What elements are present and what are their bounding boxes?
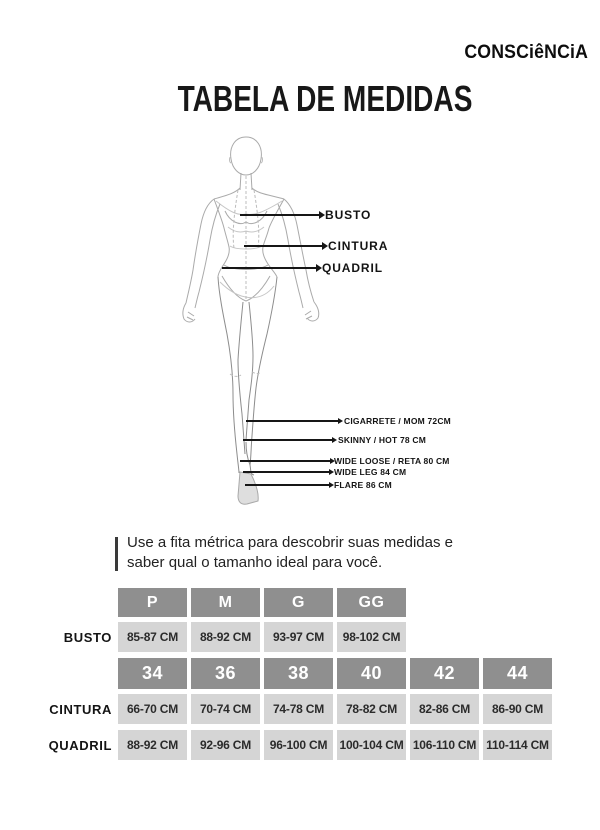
- wide-loose-label: WIDE LOOSE / RETA 80 CM: [334, 456, 450, 466]
- wide-loose-arrow-line: [240, 460, 330, 462]
- measure-cell: 74-78 CM: [264, 694, 333, 724]
- flare-arrow-line: [245, 484, 329, 486]
- quadril-values-row: [118, 730, 552, 760]
- size-header-cell: 40: [337, 658, 406, 689]
- skinny-arrow-line: [243, 439, 332, 441]
- number-sizes-header-row: [118, 658, 552, 689]
- size-header-cell: 42: [410, 658, 479, 689]
- page-title: TABELA DE MEDIDAS: [177, 78, 473, 119]
- cintura-values-row: [118, 694, 552, 724]
- measure-cell: 100-104 CM: [337, 730, 406, 760]
- cintura-arrow-line: [244, 245, 323, 247]
- wide-leg-label: WIDE LEG 84 CM: [334, 467, 407, 477]
- busto-arrow-line: [240, 214, 320, 216]
- measure-cell: 92-96 CM: [191, 730, 260, 760]
- measure-cell: 86-90 CM: [483, 694, 552, 724]
- busto-values-row: [118, 622, 406, 652]
- intro-line-2: saber qual o tamanho ideal para você.: [127, 554, 383, 571]
- wide-leg-arrow-line: [243, 471, 329, 473]
- measure-cell: 110-114 CM: [483, 730, 552, 760]
- letter-sizes-header-row: [118, 588, 406, 617]
- quadril-arrow-line: [222, 267, 317, 269]
- size-header-cell: GG: [337, 588, 406, 617]
- brand-logo: CONSCiêNCiA: [464, 42, 588, 63]
- intro-text: [127, 533, 507, 573]
- size-header-cell: M: [191, 588, 260, 617]
- size-header-cell: 36: [191, 658, 260, 689]
- measure-cell: 70-74 CM: [191, 694, 260, 724]
- measure-cell: 82-86 CM: [410, 694, 479, 724]
- cintura-label: CINTURA: [328, 239, 389, 253]
- fashion-figure-illustration: [168, 124, 338, 514]
- measure-cell: 93-97 CM: [264, 622, 333, 652]
- quadril-label: QUADRIL: [322, 261, 383, 275]
- size-header-cell: 34: [118, 658, 187, 689]
- cintura-row-label: CINTURA: [49, 701, 112, 717]
- measure-cell: 78-82 CM: [337, 694, 406, 724]
- size-header-cell: G: [264, 588, 333, 617]
- measure-cell: 98-102 CM: [337, 622, 406, 652]
- intro-accent-bar: [115, 537, 118, 571]
- flare-label: FLARE 86 CM: [334, 480, 392, 490]
- measure-cell: 106-110 CM: [410, 730, 479, 760]
- busto-row-label: BUSTO: [63, 629, 112, 645]
- size-header-cell: P: [118, 588, 187, 617]
- measure-cell: 88-92 CM: [118, 730, 187, 760]
- size-header-cell: 44: [483, 658, 552, 689]
- intro-line-1: Use a fita métrica para descobrir suas medidas e: [127, 534, 453, 551]
- cigarrete-label: CIGARRETE / MOM 72CM: [344, 416, 451, 426]
- skinny-label: SKINNY / HOT 78 CM: [338, 435, 426, 445]
- measure-cell: 96-100 CM: [264, 730, 333, 760]
- quadril-row-label: QUADRIL: [48, 737, 112, 753]
- measure-cell: 66-70 CM: [118, 694, 187, 724]
- cigarrete-arrow-line: [246, 420, 338, 422]
- busto-label: BUSTO: [325, 208, 372, 222]
- measure-cell: 88-92 CM: [191, 622, 260, 652]
- measure-cell: 85-87 CM: [118, 622, 187, 652]
- size-header-cell: 38: [264, 658, 333, 689]
